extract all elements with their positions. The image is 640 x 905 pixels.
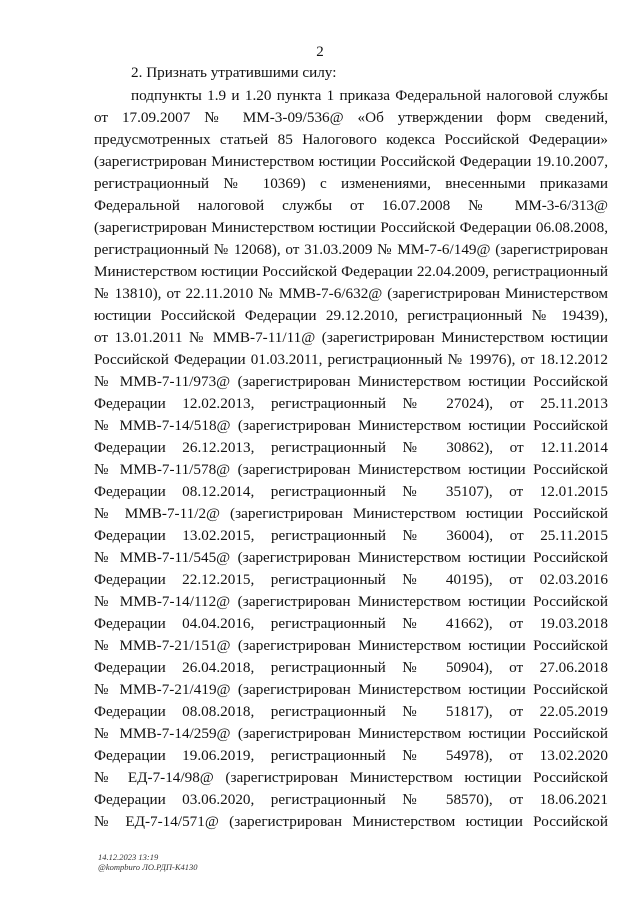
footer-source: @kompburo ЛО.РДП-К4130 xyxy=(98,862,198,872)
text-line: Федерации 08.08.2018, регистрационный № 51817), от 22.05.2019 xyxy=(94,703,608,720)
text-line: (зарегистрирован Министерством юстиции Российской Федерации 19.10.2007, xyxy=(94,153,608,170)
text-line: № 13810), от 22.11.2010 № ММВ-7-6/632@ (зарегистрирован Министерством xyxy=(94,285,608,302)
text-line: от 17.09.2007 № ММ-3-09/536@ «Об утверждении форм сведений, xyxy=(94,109,608,126)
text-line: Федерации 08.12.2014, регистрационный № 35107), от 12.01.2015 xyxy=(94,483,608,500)
footer-timestamp: 14.12.2023 13:19 xyxy=(98,852,159,862)
text-line: предусмотренных статьей 85 Налогового кодекса Российской Федерации» xyxy=(94,131,608,148)
text-line: Федерации 22.12.2015, регистрационный № 40195), от 02.03.2016 xyxy=(94,571,608,588)
text-line: Федерации 19.06.2019, регистрационный № 54978), от 13.02.2020 xyxy=(94,747,608,764)
text-line: юстиции Российской Федерации 29.12.2010, регистрационный № 19439), xyxy=(94,307,608,324)
text-line: № ММВ-7-14/518@ (зарегистрирован Министерством юстиции Российской xyxy=(94,417,608,434)
text-line: № ММВ-7-11/545@ (зарегистрирован Министерством юстиции Российской xyxy=(94,549,608,566)
text-line: № ЕД-7-14/571@ (зарегистрирован Министерством юстиции Российской xyxy=(94,813,608,830)
text-line: № ММВ-7-21/419@ (зарегистрирован Министерством юстиции Российской xyxy=(94,681,608,698)
text-line: Российской Федерации 01.03.2011, регистрационный № 19976), от 18.12.2012 xyxy=(94,351,608,368)
text-line: подпункты 1.9 и 1.20 пункта 1 приказа Федеральной налоговой службы xyxy=(131,87,608,104)
text-line: № ММВ-7-14/259@ (зарегистрирован Министерством юстиции Российской xyxy=(94,725,608,742)
text-line: Федерации 12.02.2013, регистрационный № 27024), от 25.11.2013 xyxy=(94,395,608,412)
text-line: Федерации 13.02.2015, регистрационный № 36004), от 25.11.2015 xyxy=(94,527,608,544)
text-line: Федеральной налоговой службы от 16.07.2008 № ММ-3-6/313@ xyxy=(94,197,608,214)
text-line: Федерации 26.12.2013, регистрационный № 30862), от 12.11.2014 xyxy=(94,439,608,456)
text-line: № ММВ-7-14/112@ (зарегистрирован Министерством юстиции Российской xyxy=(94,593,608,610)
text-line: регистрационный № 12068), от 31.03.2009 № ММ-7-6/149@ (зарегистрирован xyxy=(94,241,608,258)
text-line: № ЕД-7-14/98@ (зарегистрирован Министерством юстиции Российской xyxy=(94,769,608,786)
text-line: (зарегистрирован Министерством юстиции Российской Федерации 06.08.2008, xyxy=(94,219,608,236)
text-line: № ММВ-7-11/2@ (зарегистрирован Министерством юстиции Российской xyxy=(94,505,608,522)
footer-stamp xyxy=(98,852,198,872)
text-line: от 13.01.2011 № ММВ-7-11/11@ (зарегистрирован Министерством юстиции xyxy=(94,329,608,346)
text-line: № ММВ-7-11/578@ (зарегистрирован Министерством юстиции Российской xyxy=(94,461,608,478)
page-number: 2 xyxy=(316,44,324,60)
text-line: Федерации 26.04.2018, регистрационный № 50904), от 27.06.2018 xyxy=(94,659,608,676)
text-line: Федерации 04.04.2016, регистрационный № 41662), от 19.03.2018 xyxy=(94,615,608,632)
text-line: Федерации 03.06.2020, регистрационный № 58570), от 18.06.2021 xyxy=(94,791,608,808)
text-line: № ММВ-7-21/151@ (зарегистрирован Министерством юстиции Российской xyxy=(94,637,608,654)
text-line: регистрационный № 10369) с изменениями, внесенными приказами xyxy=(94,175,608,192)
text-line: № ММВ-7-11/973@ (зарегистрирован Министерством юстиции Российской xyxy=(94,373,608,390)
section-heading: 2. Признать утратившими силу: xyxy=(131,64,337,81)
text-line: Министерством юстиции Российской Федерации 22.04.2009, регистрационный xyxy=(94,263,608,280)
